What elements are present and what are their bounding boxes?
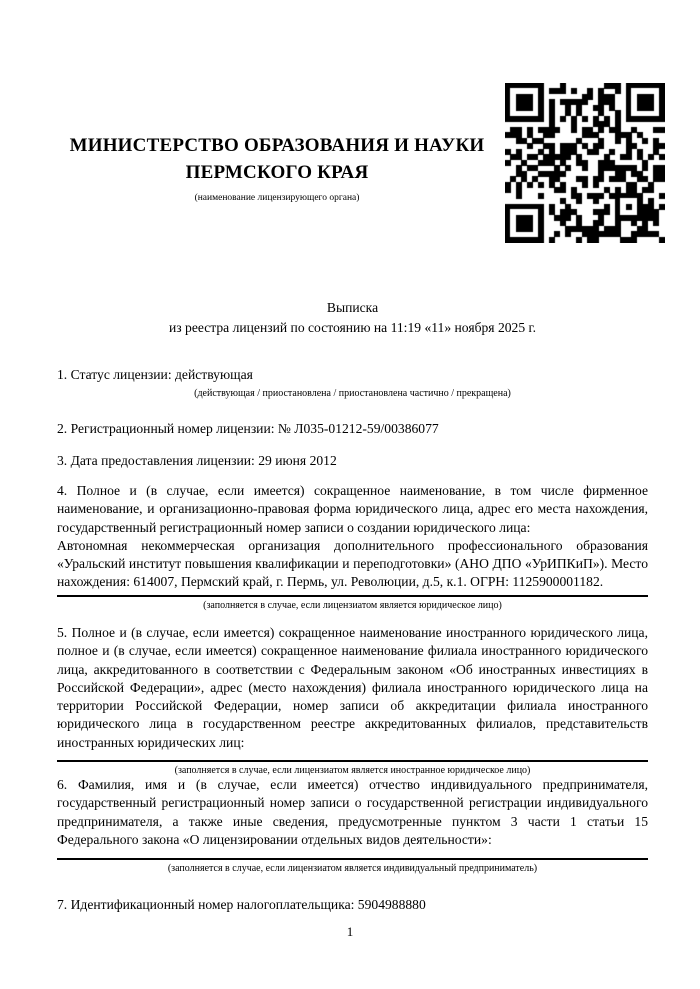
foreign-entity-label: 5. Полное и (в случае, если имеется) сокращенное наименование иностранного юридического лица, полное и (в случае, если имеется) сокращенное наименование филиала иностранного юридического лица, аккредитованного в соответствии с Федеральным законом «Об иностранных инвестициях в Российской Федерации», адрес (место нахождения) филиала иностранного юридического лица на территории Российской Федерации, номер записи об аккредитации филиала иностранного юридического лица в государственном реестре аккредитованных филиалов, представительств иностранных юридических лиц: — [57, 625, 648, 750]
field-legal-entity — [57, 482, 648, 612]
foreign-entity-fill-line — [57, 760, 648, 762]
license-status-hint: (действующая / приостановлена / приостановлена частично / прекращена) — [194, 388, 511, 400]
authority-name-line2: ПЕРМСКОГО КРАЯ — [185, 162, 369, 183]
field-taxpayer-number — [57, 896, 648, 914]
field-license-status — [57, 366, 648, 400]
document-subtitle: из реестра лицензий по состоянию на 11:19 «11» ноября 2025 г. — [168, 320, 536, 335]
legal-entity-label: 4. Полное и (в случае, если имеется) сокращенное наименование, в том числе фирменное наименование, и организационно-правовая форма юридического лица, адрес его места нахождения, государственный регистрационный номер записи о создании юридического лица: — [57, 483, 648, 535]
document-title-block — [57, 298, 648, 338]
qr-code-container — [505, 83, 665, 243]
registration-number-text: 2. Регистрационный номер лицензии: № Л035-01212-59/00386077 — [57, 421, 439, 436]
entrepreneur-label: 6. Фамилия, имя и (в случае, если имеется) отчество индивидуального предпринимателя, государственный регистрационный номер записи о государственной регистрации индивидуального предпринимателя, а также иные сведения, предусмотренные пунктом 3 части 1 статьи 15 Федерального закона «О лицензировании отдельных видов деятельности»: — [57, 777, 648, 847]
grant-date-text: 3. Дата предоставления лицензии: 29 июня 2012 — [57, 453, 337, 468]
legal-entity-fill-line — [57, 595, 648, 597]
authority-name-caption: (наименование лицензирующего органа) — [194, 193, 360, 203]
qr-code-icon — [505, 83, 665, 243]
entrepreneur-hint: (заполняется в случае, если лицензиатом является индивидуальный предприниматель) — [167, 863, 538, 875]
field-entrepreneur — [57, 776, 648, 875]
foreign-entity-hint: (заполняется в случае, если лицензиатом является иностранное юридическое лицо) — [174, 765, 531, 777]
license-status-text: 1. Статус лицензии: действующая — [57, 367, 253, 382]
field-foreign-entity — [57, 624, 648, 777]
legal-entity-hint: (заполняется в случае, если лицензиатом является юридическое лицо) — [203, 599, 502, 611]
authority-name-line1: МИНИСТЕРСТВО ОБРАЗОВАНИЯ И НАУКИ — [69, 135, 485, 156]
licensing-authority-header — [57, 132, 497, 204]
page-number: 1 — [346, 924, 354, 939]
legal-entity-value: Автономная некоммерческая организация дополнительного профессионального образования «Уральский институт повышения квалификации и переподготовки» (АНО ДПО «УрИПКиП»). Место нахождения: 614007, Пермский край, г. Пермь, ул. Революции, д.5, к.1. ОГРН: 1125900001182. — [57, 537, 648, 590]
document-title: Выписка — [326, 300, 379, 315]
entrepreneur-fill-line — [57, 858, 648, 860]
taxpayer-number-text: 7. Идентификационный номер налогоплательщика: 5904988880 — [57, 897, 426, 912]
field-registration-number — [57, 420, 648, 438]
field-grant-date — [57, 452, 648, 470]
